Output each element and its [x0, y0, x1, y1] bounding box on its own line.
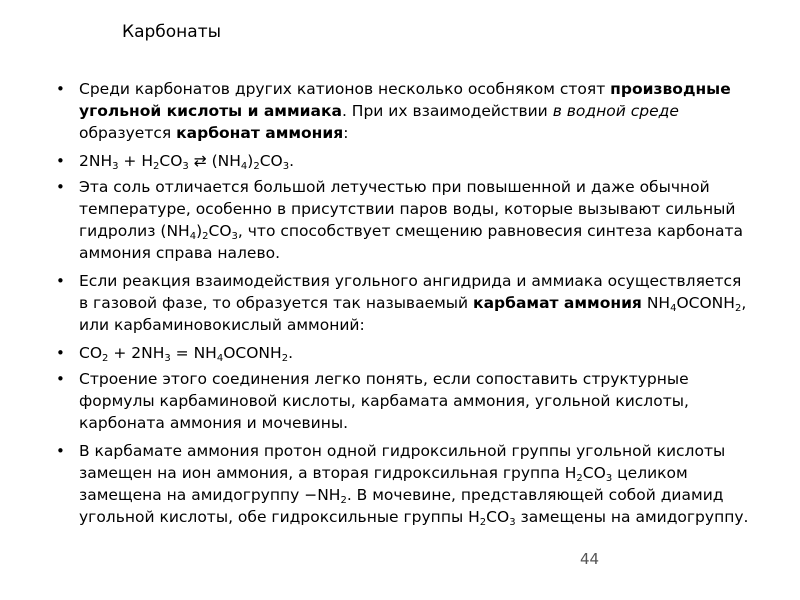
bold-term-ammonium-carbamate: карбамат аммония [473, 294, 642, 312]
italic-aqueous-medium: в водной среде [552, 102, 679, 120]
bullet-equation-carbonate: • $2NH_3 + H_2CO_3$ ⇄ $(NH_4)_2CO_3$. [60, 150, 750, 172]
bullet-structure-comparison: • Строение этого соединения легко понять, если сопоставить структурные формулы карбаминовой кислоты, карбамата аммония, угольной кислоты, карбоната аммония и мочевины. [60, 368, 750, 434]
bullet-equation-carbamate: • $CO_2 + 2NH_3$ = $NH_4OCONH_2$. [60, 342, 750, 364]
bullet-ammonium-carbonate-intro: • Среди карбонатов других катионов несколько особняком стоят производные угольной кислоты и аммиака. При их взаимодействии в водной среде образуется карбонат аммония: [60, 78, 750, 144]
slide-title: Карбонаты [122, 22, 222, 42]
bullet-volatility: • Эта соль отличается большой летучестью при повышенной и даже обычной температуре, особенно в присутствии паров воды, которые вызывают сильный гидролиз $(NH_4)_2CO_3$, что способствует смещению равновесия синтеза карбоната аммония справа налево. [60, 176, 750, 264]
bullet-list [60, 78, 750, 534]
bullet-gas-phase-carbamate: • Если реакция взаимодействия угольного ангидрида и аммиака осуществляется в газовой фазе, то образуется так называемый карбамат аммония $NH_4OCONH_2$, или карбаминовокислый аммоний: [60, 270, 750, 336]
bold-term-derivatives: производные угольной кислоты и аммиака [79, 80, 731, 120]
bullet-carbamate-urea-structure: • В карбамате аммония протон одной гидроксильной группы угольной кислоты замещен на ион аммония, а вторая гидроксильная группа $H_2CO_3$ целиком замещена на амидогруппу $-NH_2$. В мочевине, представляющей собой диамид угольной кислоты, обе гидроксильные группы $H_2CO_3$ замещены на амидогруппу. [60, 440, 750, 528]
bold-term-ammonium-carbonate: карбонат аммония [176, 124, 344, 142]
page-number: 44 [580, 550, 600, 568]
